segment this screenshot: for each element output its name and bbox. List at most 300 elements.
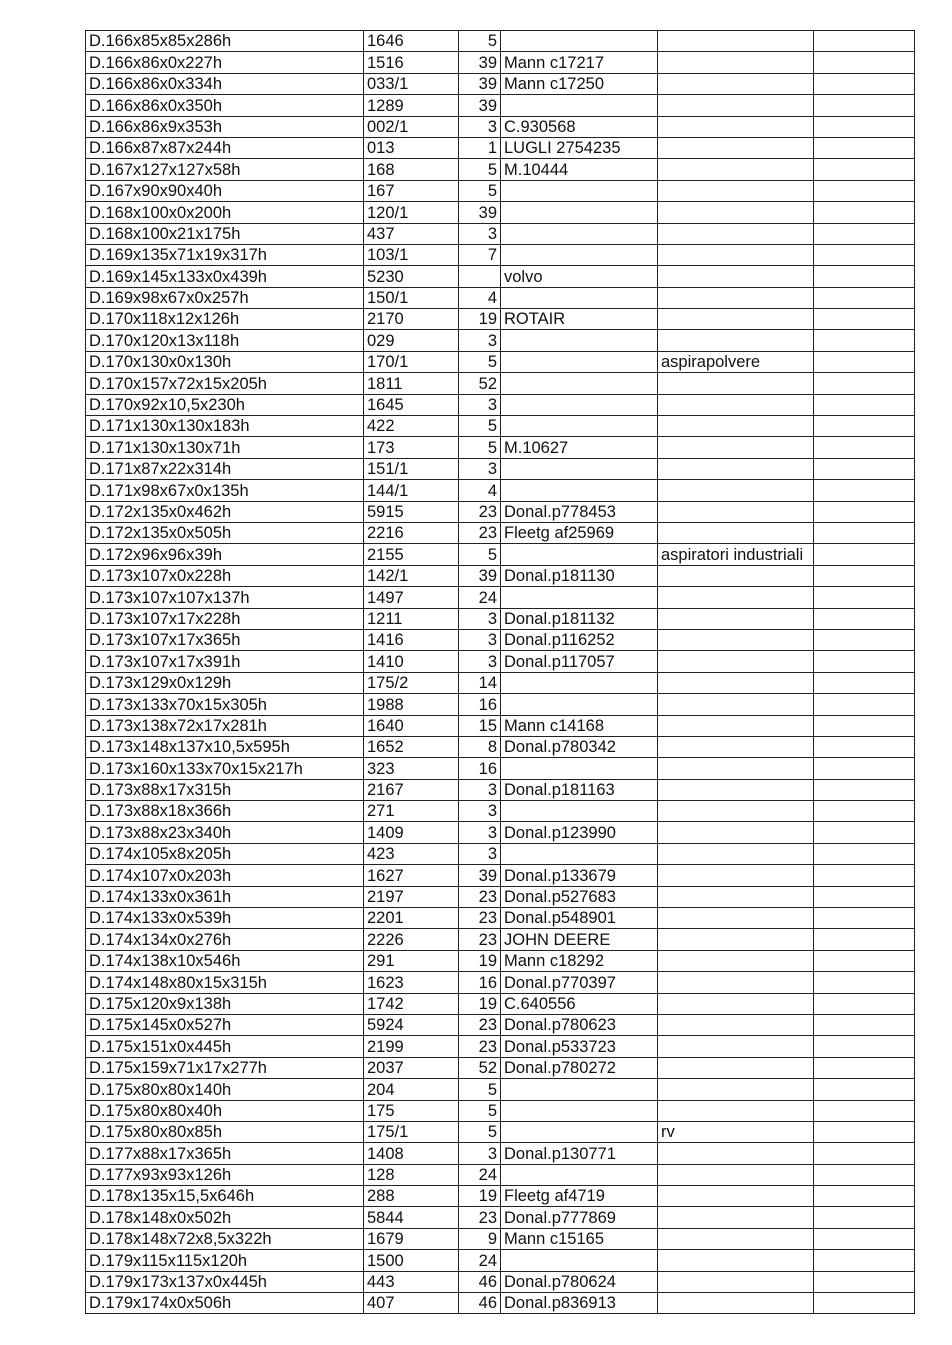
extra-cell xyxy=(814,1250,915,1271)
dimension-cell: D.174x148x80x15x315h xyxy=(86,972,364,993)
dimension-cell: D.170x130x0x130h xyxy=(86,351,364,372)
quantity-cell: 23 xyxy=(459,908,501,929)
code-cell: 323 xyxy=(364,758,459,779)
table-row xyxy=(86,244,915,265)
table-row xyxy=(86,330,915,351)
dimension-cell: D.166x86x0x334h xyxy=(86,73,364,94)
note-cell xyxy=(658,865,814,886)
code-cell: 168 xyxy=(364,159,459,180)
dimension-cell: D.168x100x21x175h xyxy=(86,223,364,244)
code-cell: 1988 xyxy=(364,694,459,715)
quantity-cell xyxy=(459,266,501,287)
extra-cell xyxy=(814,1293,915,1314)
extra-cell xyxy=(814,587,915,608)
note-cell xyxy=(658,52,814,73)
table-row xyxy=(86,694,915,715)
quantity-cell: 3 xyxy=(459,843,501,864)
extra-cell xyxy=(814,929,915,950)
extra-cell xyxy=(814,993,915,1014)
extra-cell xyxy=(814,843,915,864)
extra-cell xyxy=(814,31,915,52)
quantity-cell: 8 xyxy=(459,736,501,757)
table-row xyxy=(86,608,915,629)
note-cell xyxy=(658,394,814,415)
table-row xyxy=(86,629,915,650)
extra-cell xyxy=(814,651,915,672)
quantity-cell: 19 xyxy=(459,993,501,1014)
filter-inventory-table xyxy=(85,30,915,1314)
reference-cell: Donal.p777869 xyxy=(501,1207,658,1228)
code-cell: 1211 xyxy=(364,608,459,629)
table-body xyxy=(86,31,915,1314)
quantity-cell: 1 xyxy=(459,137,501,158)
note-cell xyxy=(658,437,814,458)
quantity-cell: 3 xyxy=(459,801,501,822)
extra-cell xyxy=(814,95,915,116)
reference-cell xyxy=(501,223,658,244)
table-row xyxy=(86,972,915,993)
reference-cell xyxy=(501,480,658,501)
quantity-cell: 5 xyxy=(459,1079,501,1100)
table-row xyxy=(86,522,915,543)
dimension-cell: D.172x135x0x462h xyxy=(86,501,364,522)
code-cell: 271 xyxy=(364,801,459,822)
table-row xyxy=(86,373,915,394)
code-cell: 120/1 xyxy=(364,202,459,223)
reference-cell: Donal.p533723 xyxy=(501,1036,658,1057)
extra-cell xyxy=(814,1079,915,1100)
extra-cell xyxy=(814,287,915,308)
table-row xyxy=(86,1293,915,1314)
reference-cell xyxy=(501,373,658,394)
quantity-cell: 15 xyxy=(459,715,501,736)
code-cell: 2170 xyxy=(364,309,459,330)
quantity-cell: 23 xyxy=(459,501,501,522)
extra-cell xyxy=(814,1186,915,1207)
extra-cell xyxy=(814,309,915,330)
reference-cell xyxy=(501,95,658,116)
quantity-cell: 3 xyxy=(459,629,501,650)
dimension-cell: D.175x145x0x527h xyxy=(86,1014,364,1035)
note-cell xyxy=(658,416,814,437)
table-row xyxy=(86,1079,915,1100)
note-cell xyxy=(658,1271,814,1292)
dimension-cell: D.171x98x67x0x135h xyxy=(86,480,364,501)
reference-cell: Donal.p117057 xyxy=(501,651,658,672)
extra-cell xyxy=(814,501,915,522)
code-cell: 2197 xyxy=(364,886,459,907)
extra-cell xyxy=(814,180,915,201)
note-cell xyxy=(658,736,814,757)
note-cell xyxy=(658,651,814,672)
quantity-cell: 4 xyxy=(459,480,501,501)
extra-cell xyxy=(814,672,915,693)
extra-cell xyxy=(814,159,915,180)
dimension-cell: D.177x93x93x126h xyxy=(86,1164,364,1185)
note-cell xyxy=(658,244,814,265)
note-cell xyxy=(658,501,814,522)
reference-cell xyxy=(501,544,658,565)
reference-cell: Mann c14168 xyxy=(501,715,658,736)
code-cell: 175 xyxy=(364,1100,459,1121)
note-cell xyxy=(658,180,814,201)
quantity-cell: 19 xyxy=(459,1186,501,1207)
reference-cell: M.10627 xyxy=(501,437,658,458)
extra-cell xyxy=(814,223,915,244)
reference-cell xyxy=(501,1121,658,1142)
extra-cell xyxy=(814,758,915,779)
quantity-cell: 3 xyxy=(459,116,501,137)
note-cell xyxy=(658,1079,814,1100)
dimension-cell: D.166x86x9x353h xyxy=(86,116,364,137)
quantity-cell: 3 xyxy=(459,394,501,415)
dimension-cell: D.174x138x10x546h xyxy=(86,950,364,971)
quantity-cell: 3 xyxy=(459,1143,501,1164)
dimension-cell: D.175x80x80x140h xyxy=(86,1079,364,1100)
reference-cell: Donal.p123990 xyxy=(501,822,658,843)
quantity-cell: 46 xyxy=(459,1293,501,1314)
note-cell xyxy=(658,309,814,330)
code-cell: 175/1 xyxy=(364,1121,459,1142)
note-cell xyxy=(658,972,814,993)
extra-cell xyxy=(814,736,915,757)
table-row xyxy=(86,480,915,501)
dimension-cell: D.173x88x18x366h xyxy=(86,801,364,822)
code-cell: 151/1 xyxy=(364,458,459,479)
note-cell xyxy=(658,116,814,137)
quantity-cell: 39 xyxy=(459,565,501,586)
note-cell xyxy=(658,1164,814,1185)
extra-cell xyxy=(814,629,915,650)
table-row xyxy=(86,672,915,693)
dimension-cell: D.169x135x71x19x317h xyxy=(86,244,364,265)
dimension-cell: D.166x86x0x227h xyxy=(86,52,364,73)
quantity-cell: 3 xyxy=(459,458,501,479)
reference-cell: Mann c17250 xyxy=(501,73,658,94)
code-cell: 407 xyxy=(364,1293,459,1314)
note-cell xyxy=(658,672,814,693)
extra-cell xyxy=(814,394,915,415)
quantity-cell: 39 xyxy=(459,865,501,886)
quantity-cell: 5 xyxy=(459,180,501,201)
table-row xyxy=(86,1250,915,1271)
note-cell xyxy=(658,458,814,479)
code-cell: 1409 xyxy=(364,822,459,843)
extra-cell xyxy=(814,1228,915,1249)
code-cell: 1652 xyxy=(364,736,459,757)
dimension-cell: D.174x133x0x539h xyxy=(86,908,364,929)
note-cell xyxy=(658,330,814,351)
quantity-cell: 3 xyxy=(459,223,501,244)
quantity-cell: 5 xyxy=(459,437,501,458)
note-cell xyxy=(658,908,814,929)
table-row xyxy=(86,180,915,201)
quantity-cell: 23 xyxy=(459,1207,501,1228)
extra-cell xyxy=(814,1164,915,1185)
code-cell: 291 xyxy=(364,950,459,971)
note-cell xyxy=(658,137,814,158)
quantity-cell: 16 xyxy=(459,694,501,715)
note-cell: aspiratori industriali xyxy=(658,544,814,565)
reference-cell: Donal.p130771 xyxy=(501,1143,658,1164)
quantity-cell: 3 xyxy=(459,330,501,351)
quantity-cell: 52 xyxy=(459,1057,501,1078)
reference-cell xyxy=(501,458,658,479)
dimension-cell: D.178x148x72x8,5x322h xyxy=(86,1228,364,1249)
extra-cell xyxy=(814,950,915,971)
reference-cell: JOHN DEERE xyxy=(501,929,658,950)
table-row xyxy=(86,886,915,907)
code-cell: 2155 xyxy=(364,544,459,565)
code-cell: 1646 xyxy=(364,31,459,52)
table-row xyxy=(86,822,915,843)
table-row xyxy=(86,736,915,757)
reference-cell xyxy=(501,801,658,822)
table-row xyxy=(86,993,915,1014)
note-cell xyxy=(658,287,814,308)
table-row xyxy=(86,458,915,479)
extra-cell xyxy=(814,1057,915,1078)
table-row xyxy=(86,202,915,223)
note-cell xyxy=(658,1250,814,1271)
note-cell xyxy=(658,266,814,287)
code-cell: 1516 xyxy=(364,52,459,73)
table-row xyxy=(86,950,915,971)
dimension-cell: D.173x107x0x228h xyxy=(86,565,364,586)
dimension-cell: D.173x129x0x129h xyxy=(86,672,364,693)
extra-cell xyxy=(814,266,915,287)
table-row xyxy=(86,116,915,137)
code-cell: 1408 xyxy=(364,1143,459,1164)
dimension-cell: D.178x135x15,5x646h xyxy=(86,1186,364,1207)
table-row xyxy=(86,287,915,308)
reference-cell: Donal.p780272 xyxy=(501,1057,658,1078)
extra-cell xyxy=(814,908,915,929)
note-cell: rv xyxy=(658,1121,814,1142)
dimension-cell: D.170x157x72x15x205h xyxy=(86,373,364,394)
table-row xyxy=(86,587,915,608)
note-cell xyxy=(658,1207,814,1228)
table-row xyxy=(86,1207,915,1228)
dimension-cell: D.174x107x0x203h xyxy=(86,865,364,886)
table-row xyxy=(86,865,915,886)
extra-cell xyxy=(814,373,915,394)
table-row xyxy=(86,1164,915,1185)
dimension-cell: D.175x80x80x85h xyxy=(86,1121,364,1142)
dimension-cell: D.169x145x133x0x439h xyxy=(86,266,364,287)
reference-cell xyxy=(501,1100,658,1121)
quantity-cell: 23 xyxy=(459,522,501,543)
dimension-cell: D.170x92x10,5x230h xyxy=(86,394,364,415)
reference-cell xyxy=(501,587,658,608)
note-cell: aspirapolvere xyxy=(658,351,814,372)
quantity-cell: 46 xyxy=(459,1271,501,1292)
extra-cell xyxy=(814,351,915,372)
extra-cell xyxy=(814,1207,915,1228)
quantity-cell: 23 xyxy=(459,1014,501,1035)
table-row xyxy=(86,416,915,437)
reference-cell: ROTAIR xyxy=(501,309,658,330)
reference-cell xyxy=(501,31,658,52)
table-row xyxy=(86,437,915,458)
note-cell xyxy=(658,587,814,608)
dimension-cell: D.168x100x0x200h xyxy=(86,202,364,223)
reference-cell: Mann c17217 xyxy=(501,52,658,73)
code-cell: 5230 xyxy=(364,266,459,287)
code-cell: 2216 xyxy=(364,522,459,543)
extra-cell xyxy=(814,52,915,73)
quantity-cell: 39 xyxy=(459,73,501,94)
extra-cell xyxy=(814,865,915,886)
code-cell: 437 xyxy=(364,223,459,244)
quantity-cell: 3 xyxy=(459,651,501,672)
dimension-cell: D.173x107x107x137h xyxy=(86,587,364,608)
quantity-cell: 52 xyxy=(459,373,501,394)
extra-cell xyxy=(814,608,915,629)
note-cell xyxy=(658,993,814,1014)
reference-cell: Donal.p181163 xyxy=(501,779,658,800)
quantity-cell: 5 xyxy=(459,1121,501,1142)
extra-cell xyxy=(814,522,915,543)
reference-cell: Donal.p780624 xyxy=(501,1271,658,1292)
code-cell: 1416 xyxy=(364,629,459,650)
code-cell: 2201 xyxy=(364,908,459,929)
quantity-cell: 4 xyxy=(459,287,501,308)
code-cell: 128 xyxy=(364,1164,459,1185)
extra-cell xyxy=(814,972,915,993)
dimension-cell: D.170x120x13x118h xyxy=(86,330,364,351)
table-row xyxy=(86,1186,915,1207)
quantity-cell: 5 xyxy=(459,351,501,372)
code-cell: 167 xyxy=(364,180,459,201)
code-cell: 5924 xyxy=(364,1014,459,1035)
reference-cell: LUGLI 2754235 xyxy=(501,137,658,158)
table-row xyxy=(86,1100,915,1121)
extra-cell xyxy=(814,779,915,800)
reference-cell: Donal.p548901 xyxy=(501,908,658,929)
dimension-cell: D.172x135x0x505h xyxy=(86,522,364,543)
reference-cell: Fleetg af4719 xyxy=(501,1186,658,1207)
note-cell xyxy=(658,886,814,907)
table-row xyxy=(86,715,915,736)
dimension-cell: D.173x160x133x70x15x217h xyxy=(86,758,364,779)
reference-cell: Donal.p780342 xyxy=(501,736,658,757)
dimension-cell: D.172x96x96x39h xyxy=(86,544,364,565)
dimension-cell: D.174x133x0x361h xyxy=(86,886,364,907)
dimension-cell: D.171x130x130x71h xyxy=(86,437,364,458)
quantity-cell: 7 xyxy=(459,244,501,265)
extra-cell xyxy=(814,886,915,907)
reference-cell: Donal.p778453 xyxy=(501,501,658,522)
note-cell xyxy=(658,694,814,715)
note-cell xyxy=(658,1036,814,1057)
dimension-cell: D.173x133x70x15x305h xyxy=(86,694,364,715)
note-cell xyxy=(658,779,814,800)
extra-cell xyxy=(814,801,915,822)
table-row xyxy=(86,929,915,950)
note-cell xyxy=(658,1143,814,1164)
quantity-cell: 19 xyxy=(459,950,501,971)
dimension-cell: D.166x86x0x350h xyxy=(86,95,364,116)
code-cell: 423 xyxy=(364,843,459,864)
dimension-cell: D.179x173x137x0x445h xyxy=(86,1271,364,1292)
reference-cell xyxy=(501,287,658,308)
dimension-cell: D.177x88x17x365h xyxy=(86,1143,364,1164)
reference-cell xyxy=(501,758,658,779)
reference-cell: M.10444 xyxy=(501,159,658,180)
code-cell: 013 xyxy=(364,137,459,158)
extra-cell xyxy=(814,480,915,501)
note-cell xyxy=(658,608,814,629)
dimension-cell: D.171x87x22x314h xyxy=(86,458,364,479)
dimension-cell: D.174x134x0x276h xyxy=(86,929,364,950)
dimension-cell: D.171x130x130x183h xyxy=(86,416,364,437)
extra-cell xyxy=(814,822,915,843)
code-cell: 1500 xyxy=(364,1250,459,1271)
quantity-cell: 39 xyxy=(459,52,501,73)
dimension-cell: D.167x127x127x58h xyxy=(86,159,364,180)
code-cell: 1742 xyxy=(364,993,459,1014)
reference-cell xyxy=(501,1250,658,1271)
quantity-cell: 14 xyxy=(459,672,501,693)
table-row xyxy=(86,758,915,779)
dimension-cell: D.178x148x0x502h xyxy=(86,1207,364,1228)
reference-cell xyxy=(501,202,658,223)
code-cell: 5844 xyxy=(364,1207,459,1228)
extra-cell xyxy=(814,437,915,458)
quantity-cell: 24 xyxy=(459,1250,501,1271)
code-cell: 029 xyxy=(364,330,459,351)
quantity-cell: 23 xyxy=(459,1036,501,1057)
reference-cell xyxy=(501,416,658,437)
code-cell: 204 xyxy=(364,1079,459,1100)
note-cell xyxy=(658,480,814,501)
dimension-cell: D.173x107x17x228h xyxy=(86,608,364,629)
table-row xyxy=(86,544,915,565)
dimension-cell: D.169x98x67x0x257h xyxy=(86,287,364,308)
note-cell xyxy=(658,758,814,779)
note-cell xyxy=(658,629,814,650)
table-row xyxy=(86,1036,915,1057)
code-cell: 1627 xyxy=(364,865,459,886)
code-cell: 2226 xyxy=(364,929,459,950)
table-row xyxy=(86,351,915,372)
quantity-cell: 16 xyxy=(459,972,501,993)
extra-cell xyxy=(814,1100,915,1121)
code-cell: 422 xyxy=(364,416,459,437)
note-cell xyxy=(658,1057,814,1078)
reference-cell xyxy=(501,694,658,715)
reference-cell: Donal.p116252 xyxy=(501,629,658,650)
quantity-cell: 19 xyxy=(459,309,501,330)
table-row xyxy=(86,31,915,52)
reference-cell xyxy=(501,180,658,201)
reference-cell xyxy=(501,672,658,693)
reference-cell: volvo xyxy=(501,266,658,287)
quantity-cell: 23 xyxy=(459,929,501,950)
code-cell: 1679 xyxy=(364,1228,459,1249)
extra-cell xyxy=(814,715,915,736)
extra-cell xyxy=(814,1121,915,1142)
table-row xyxy=(86,1121,915,1142)
quantity-cell: 9 xyxy=(459,1228,501,1249)
quantity-cell: 5 xyxy=(459,31,501,52)
extra-cell xyxy=(814,1014,915,1035)
note-cell xyxy=(658,1100,814,1121)
note-cell xyxy=(658,95,814,116)
dimension-cell: D.174x105x8x205h xyxy=(86,843,364,864)
dimension-cell: D.173x88x23x340h xyxy=(86,822,364,843)
